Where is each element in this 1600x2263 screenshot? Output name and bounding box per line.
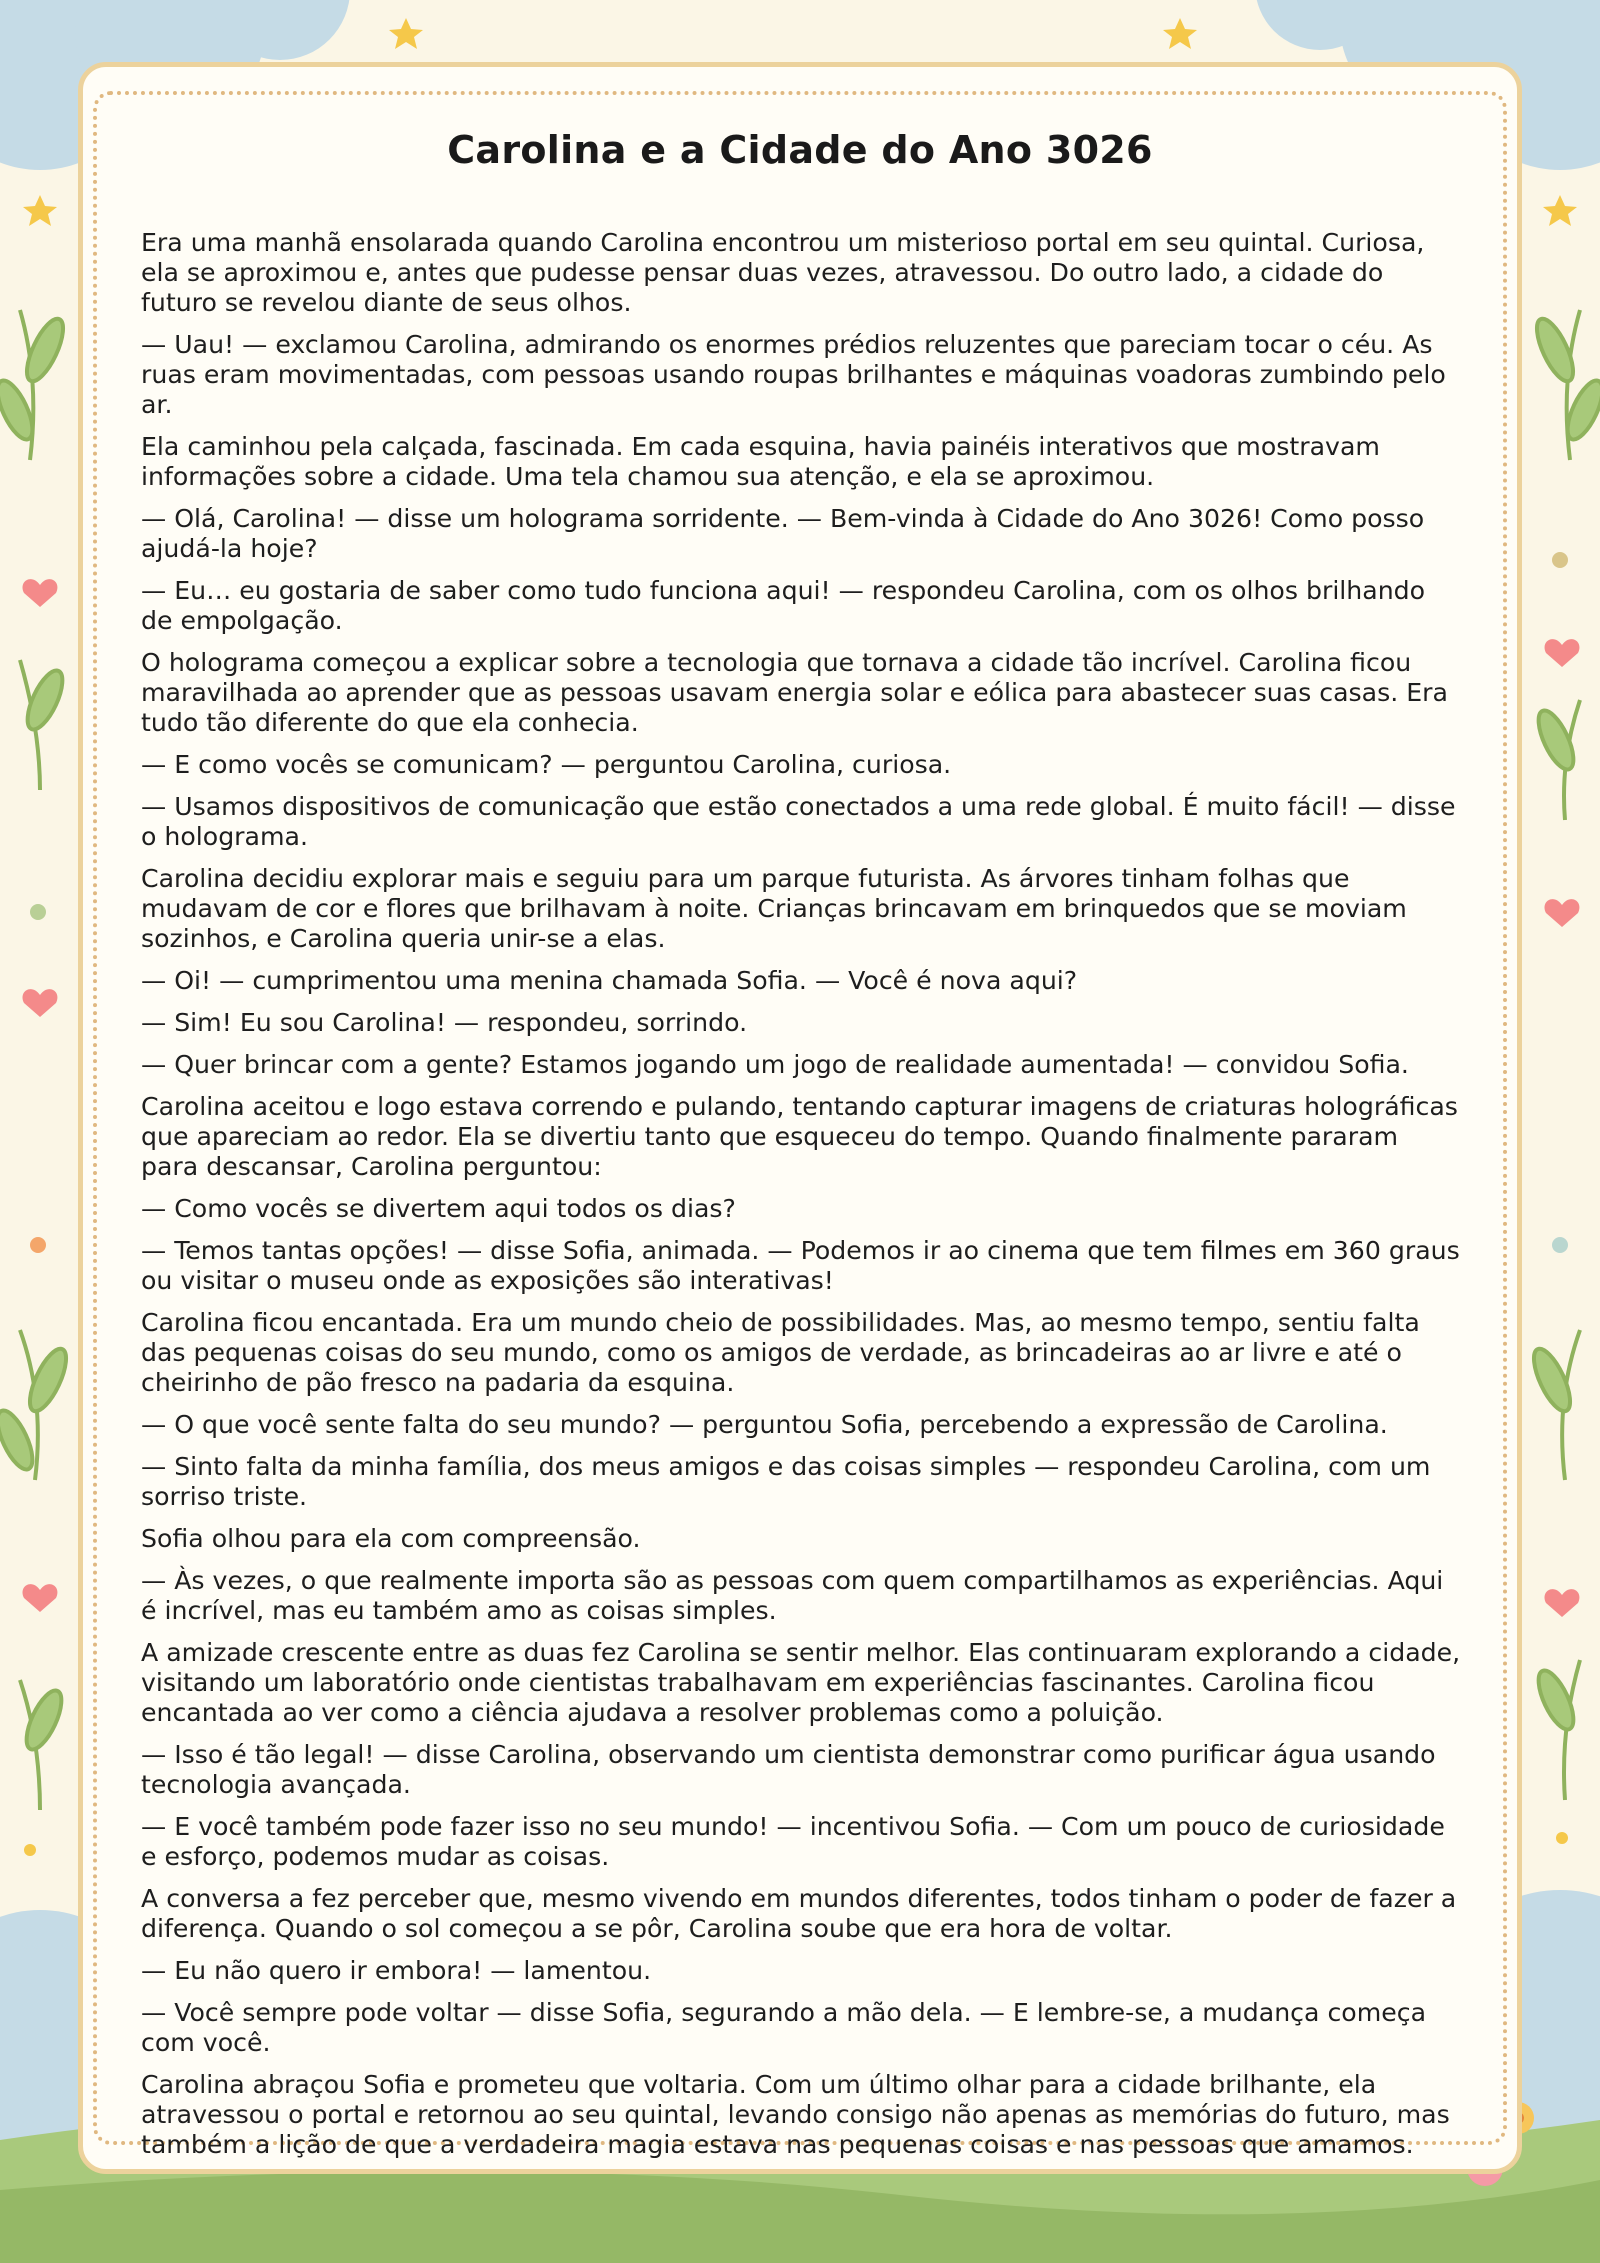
paragraph: — Usamos dispositivos de comunicação que estão conectados a uma rede global. É muito fácil! — disse o holograma. xyxy=(141,792,1456,851)
paragraph: — O que você sente falta do seu mundo? — perguntou Sofia, percebendo a expressão de Carolina. xyxy=(141,1410,1388,1439)
paragraph: — Temos tantas opções! — disse Sofia, animada. — Podemos ir ao cinema que tem filmes em 360 graus ou visitar o museu onde as exposições são interativas! xyxy=(141,1236,1460,1295)
paragraph: — E você também pode fazer isso no seu mundo! — incentivou Sofia. — Com um pouco de curiosidade e esforço, podemos mudar as coisas. xyxy=(141,1812,1445,1871)
paragraph: Ela caminhou pela calçada, fascinada. Em cada esquina, havia painéis interativos que mostravam informações sobre a cidade. Uma tela chamou sua atenção, e ela se aproximou. xyxy=(141,432,1380,491)
paragraph: — Sinto falta da minha família, dos meus amigos e das coisas simples — respondeu Carolina, com um sorriso triste. xyxy=(141,1452,1431,1511)
paragraph: — Você sempre pode voltar — disse Sofia, segurando a mão dela. — E lembre-se, a mudança começa com você. xyxy=(141,1998,1427,2057)
leaf-branch-left xyxy=(0,310,73,1810)
paragraph: A amizade crescente entre as duas fez Carolina se sentir melhor. Elas continuaram explorando a cidade, visitando um laboratório onde cientistas trabalhavam em experiências fascinantes. Carolina ficou encantada ao ver como a ciência ajudava a resolver problemas como a poluição. xyxy=(141,1638,1461,1727)
paragraph: — Uau! — exclamou Carolina, admirando os enormes prédios reluzentes que pareciam tocar o céu. As ruas eram movimentadas, com pessoas usando roupas brilhantes e máquinas voadoras zumbindo pelo ar. xyxy=(141,330,1446,419)
paragraph: Carolina decidiu explorar mais e seguiu para um parque futurista. As árvores tinham folhas que mudavam de cor e flores que brilhavam à noite. Crianças brincavam em brinquedos que se moviam sozinhos, e Carolina queria unir-se a elas. xyxy=(141,864,1407,953)
paragraph: Carolina ficou encantada. Era um mundo cheio de possibilidades. Mas, ao mesmo tempo, sentiu falta das pequenas coisas do seu mundo, como os amigos de verdade, as brincadeiras ao ar livre e até o cheirinho de pão fresco na padaria da esquina. xyxy=(141,1308,1420,1397)
paragraph: Sofia olhou para ela com compreensão. xyxy=(141,1524,641,1553)
paragraph: — Sim! Eu sou Carolina! — respondeu, sorrindo. xyxy=(141,1008,748,1037)
leaf-branch-right xyxy=(1527,310,1600,1800)
paragraph: — Olá, Carolina! — disse um holograma sorridente. — Bem-vinda à Cidade do Ano 3026! Como posso ajudá-la hoje? xyxy=(141,504,1425,563)
story-body xyxy=(141,228,1461,2172)
paragraph: — Isso é tão legal! — disse Carolina, observando um cientista demonstrar como purificar água usando tecnologia avançada. xyxy=(141,1740,1436,1799)
paragraph: O holograma começou a explicar sobre a tecnologia que tornava a cidade tão incrível. Carolina ficou maravilhada ao aprender que as pessoas usavam energia solar e eólica para abastecer suas casas. Era tudo tão diferente do que ela conhecia. xyxy=(141,648,1448,737)
paragraph: — Como vocês se divertem aqui todos os dias? xyxy=(141,1194,736,1223)
paragraph: — E como vocês se comunicam? — perguntou Carolina, curiosa. xyxy=(141,750,952,779)
paragraph: — Eu não quero ir embora! — lamentou. xyxy=(141,1956,652,1985)
paragraph: Carolina aceitou e logo estava correndo e pulando, tentando capturar imagens de criaturas holográficas que apareciam ao redor. Ela se divertiu tanto que esqueceu do tempo. Quando finalmente pararam para descansar, Carolina perguntou: xyxy=(141,1092,1458,1181)
paragraph: — Eu… eu gostaria de saber como tudo funciona aqui! — respondeu Carolina, com os olhos brilhando de empolgação. xyxy=(141,576,1426,635)
paragraph: — Oi! — cumprimentou uma menina chamada Sofia. — Você é nova aqui? xyxy=(141,966,1078,995)
paragraph: Carolina abraçou Sofia e prometeu que voltaria. Com um último olhar para a cidade brilhante, ela atravessou o portal e retornou ao seu quintal, levando consigo não apenas as memórias do futuro, mas também a lição de que a verdadeira magia estava nas pequenas coisas e nas pessoas que amamos. xyxy=(141,2070,1450,2159)
paragraph: — Quer brincar com a gente? Estamos jogando um jogo de realidade aumentada! — convidou Sofia. xyxy=(141,1050,1409,1079)
paragraph: — Às vezes, o que realmente importa são as pessoas com quem compartilhamos as experiências. Aqui é incrível, mas eu também amo as coisas simples. xyxy=(141,1566,1444,1625)
paragraph: Era uma manhã ensolarada quando Carolina encontrou um misterioso portal em seu quintal. Curiosa, ela se aproximou e, antes que pudesse pensar duas vezes, atravessou. Do outro lado, a cidade do futuro se revelou diante de seus olhos. xyxy=(141,228,1425,317)
paragraph: A conversa a fez perceber que, mesmo vivendo em mundos diferentes, todos tinham o poder de fazer a diferença. Quando o sol começou a se pôr, Carolina soube que era hora de voltar. xyxy=(141,1884,1457,1943)
story-title: Carolina e a Cidade do Ano 3026 xyxy=(447,128,1153,172)
